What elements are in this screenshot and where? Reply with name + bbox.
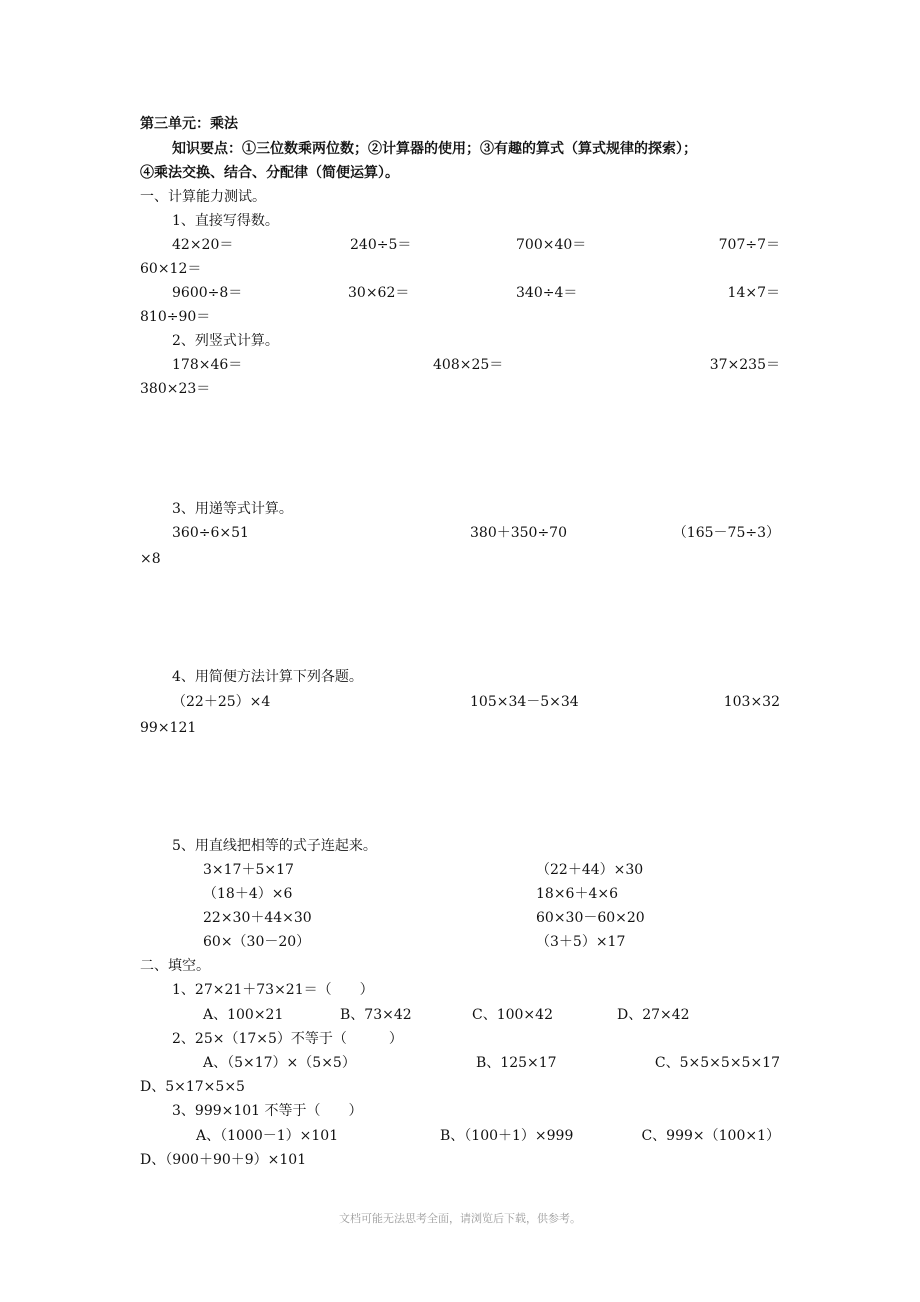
fill-q2-option: D、5×17×5×5	[140, 1079, 245, 1095]
q5-right-expression: 60×30－60×20	[536, 910, 645, 926]
knowledge-points-line2: ④乘法交换、结合、分配律（简便运算）。	[140, 165, 399, 181]
q3-title: 3、用递等式计算。	[172, 501, 293, 517]
q1-item: 340÷4＝	[516, 285, 578, 301]
footer-note: 文档可能无法思考全面，请浏览后下载，供参考。	[339, 1212, 581, 1225]
knowledge-points-line1: 知识要点：①三位数乘两位数；②计算器的使用；③有趣的算式（算式规律的探索）；	[172, 141, 697, 157]
q5-title: 5、用直线把相等的式子连起来。	[172, 838, 377, 854]
q1-item: 42×20＝	[172, 237, 234, 253]
q5-left-expression: 22×30＋44×30	[203, 910, 312, 926]
fill-q1-option: A、100×21	[203, 1007, 284, 1023]
q1-item: 810÷90＝	[140, 309, 211, 325]
q2-item: 37×235＝	[709, 357, 780, 373]
q5-right-expression: 18×6＋4×6	[536, 886, 618, 902]
q3-item: 380＋350÷70	[470, 525, 567, 541]
fill-q3-option: D、（900＋90＋9）×101	[140, 1152, 307, 1168]
q1-item: 240÷5＝	[350, 237, 412, 253]
q1-item: 60×12＝	[140, 261, 202, 277]
q2-item: 178×46＝	[172, 357, 243, 373]
q4-item: 105×34－5×34	[470, 694, 579, 710]
q3-item: ×8	[140, 551, 161, 567]
q5-right-expression: （22＋44）×30	[536, 862, 644, 878]
fill-q2-option: B、125×17	[476, 1055, 557, 1071]
q1-title: 1、直接写得数。	[172, 213, 279, 229]
part2-heading: 二、填空。	[140, 958, 210, 974]
fill-q1-option: D、27×42	[617, 1007, 690, 1023]
fill-q1-option: B、73×42	[340, 1007, 412, 1023]
fill-q2-option: A、（5×17）×（5×5）	[203, 1055, 356, 1071]
q4-item: 99×121	[140, 720, 197, 736]
fill-q1-option: C、100×42	[472, 1007, 553, 1023]
q2-title: 2、列竖式计算。	[172, 333, 279, 349]
part1-heading: 一、计算能力测试。	[140, 189, 266, 205]
fill-q3-option: C、999×（100×1）	[641, 1128, 780, 1144]
q5-left-expression: 3×17＋5×17	[203, 862, 294, 878]
fill-q3-option: A、（1000－1）×101	[196, 1128, 339, 1144]
q5-left-expression: （18＋4）×6	[203, 886, 293, 902]
q4-item: （22＋25）×4	[172, 694, 271, 710]
q5-left-expression: 60×（30－20）	[203, 934, 311, 950]
fill-q1-stem: 1、27×21＋73×21＝（ ）	[172, 982, 374, 998]
fill-q2-stem: 2、25×（17×5）不等于（ ）	[172, 1031, 403, 1047]
unit-title: 第三单元：乘法	[140, 116, 238, 132]
q4-item: 103×32	[723, 694, 780, 710]
fill-q3-option: B、（100＋1）×999	[440, 1128, 574, 1144]
q1-item: 30×62＝	[348, 285, 410, 301]
q3-item: （165－75÷3）	[672, 525, 780, 541]
q1-item: 707÷7＝	[718, 237, 780, 253]
q2-item: 408×25＝	[433, 357, 504, 373]
fill-q3-stem: 3、999×101 不等于（ ）	[172, 1103, 363, 1119]
fill-q2-option: C、5×5×5×5×17	[654, 1055, 780, 1071]
q3-item: 360÷6×51	[172, 525, 249, 541]
q2-item: 380×23＝	[140, 381, 211, 397]
q1-item: 14×7＝	[727, 285, 780, 301]
q5-right-expression: （3＋5）×17	[536, 934, 626, 950]
q1-item: 9600÷8＝	[172, 285, 243, 301]
q4-title: 4、用简便方法计算下列各题。	[172, 669, 363, 685]
q1-item: 700×40＝	[516, 237, 587, 253]
